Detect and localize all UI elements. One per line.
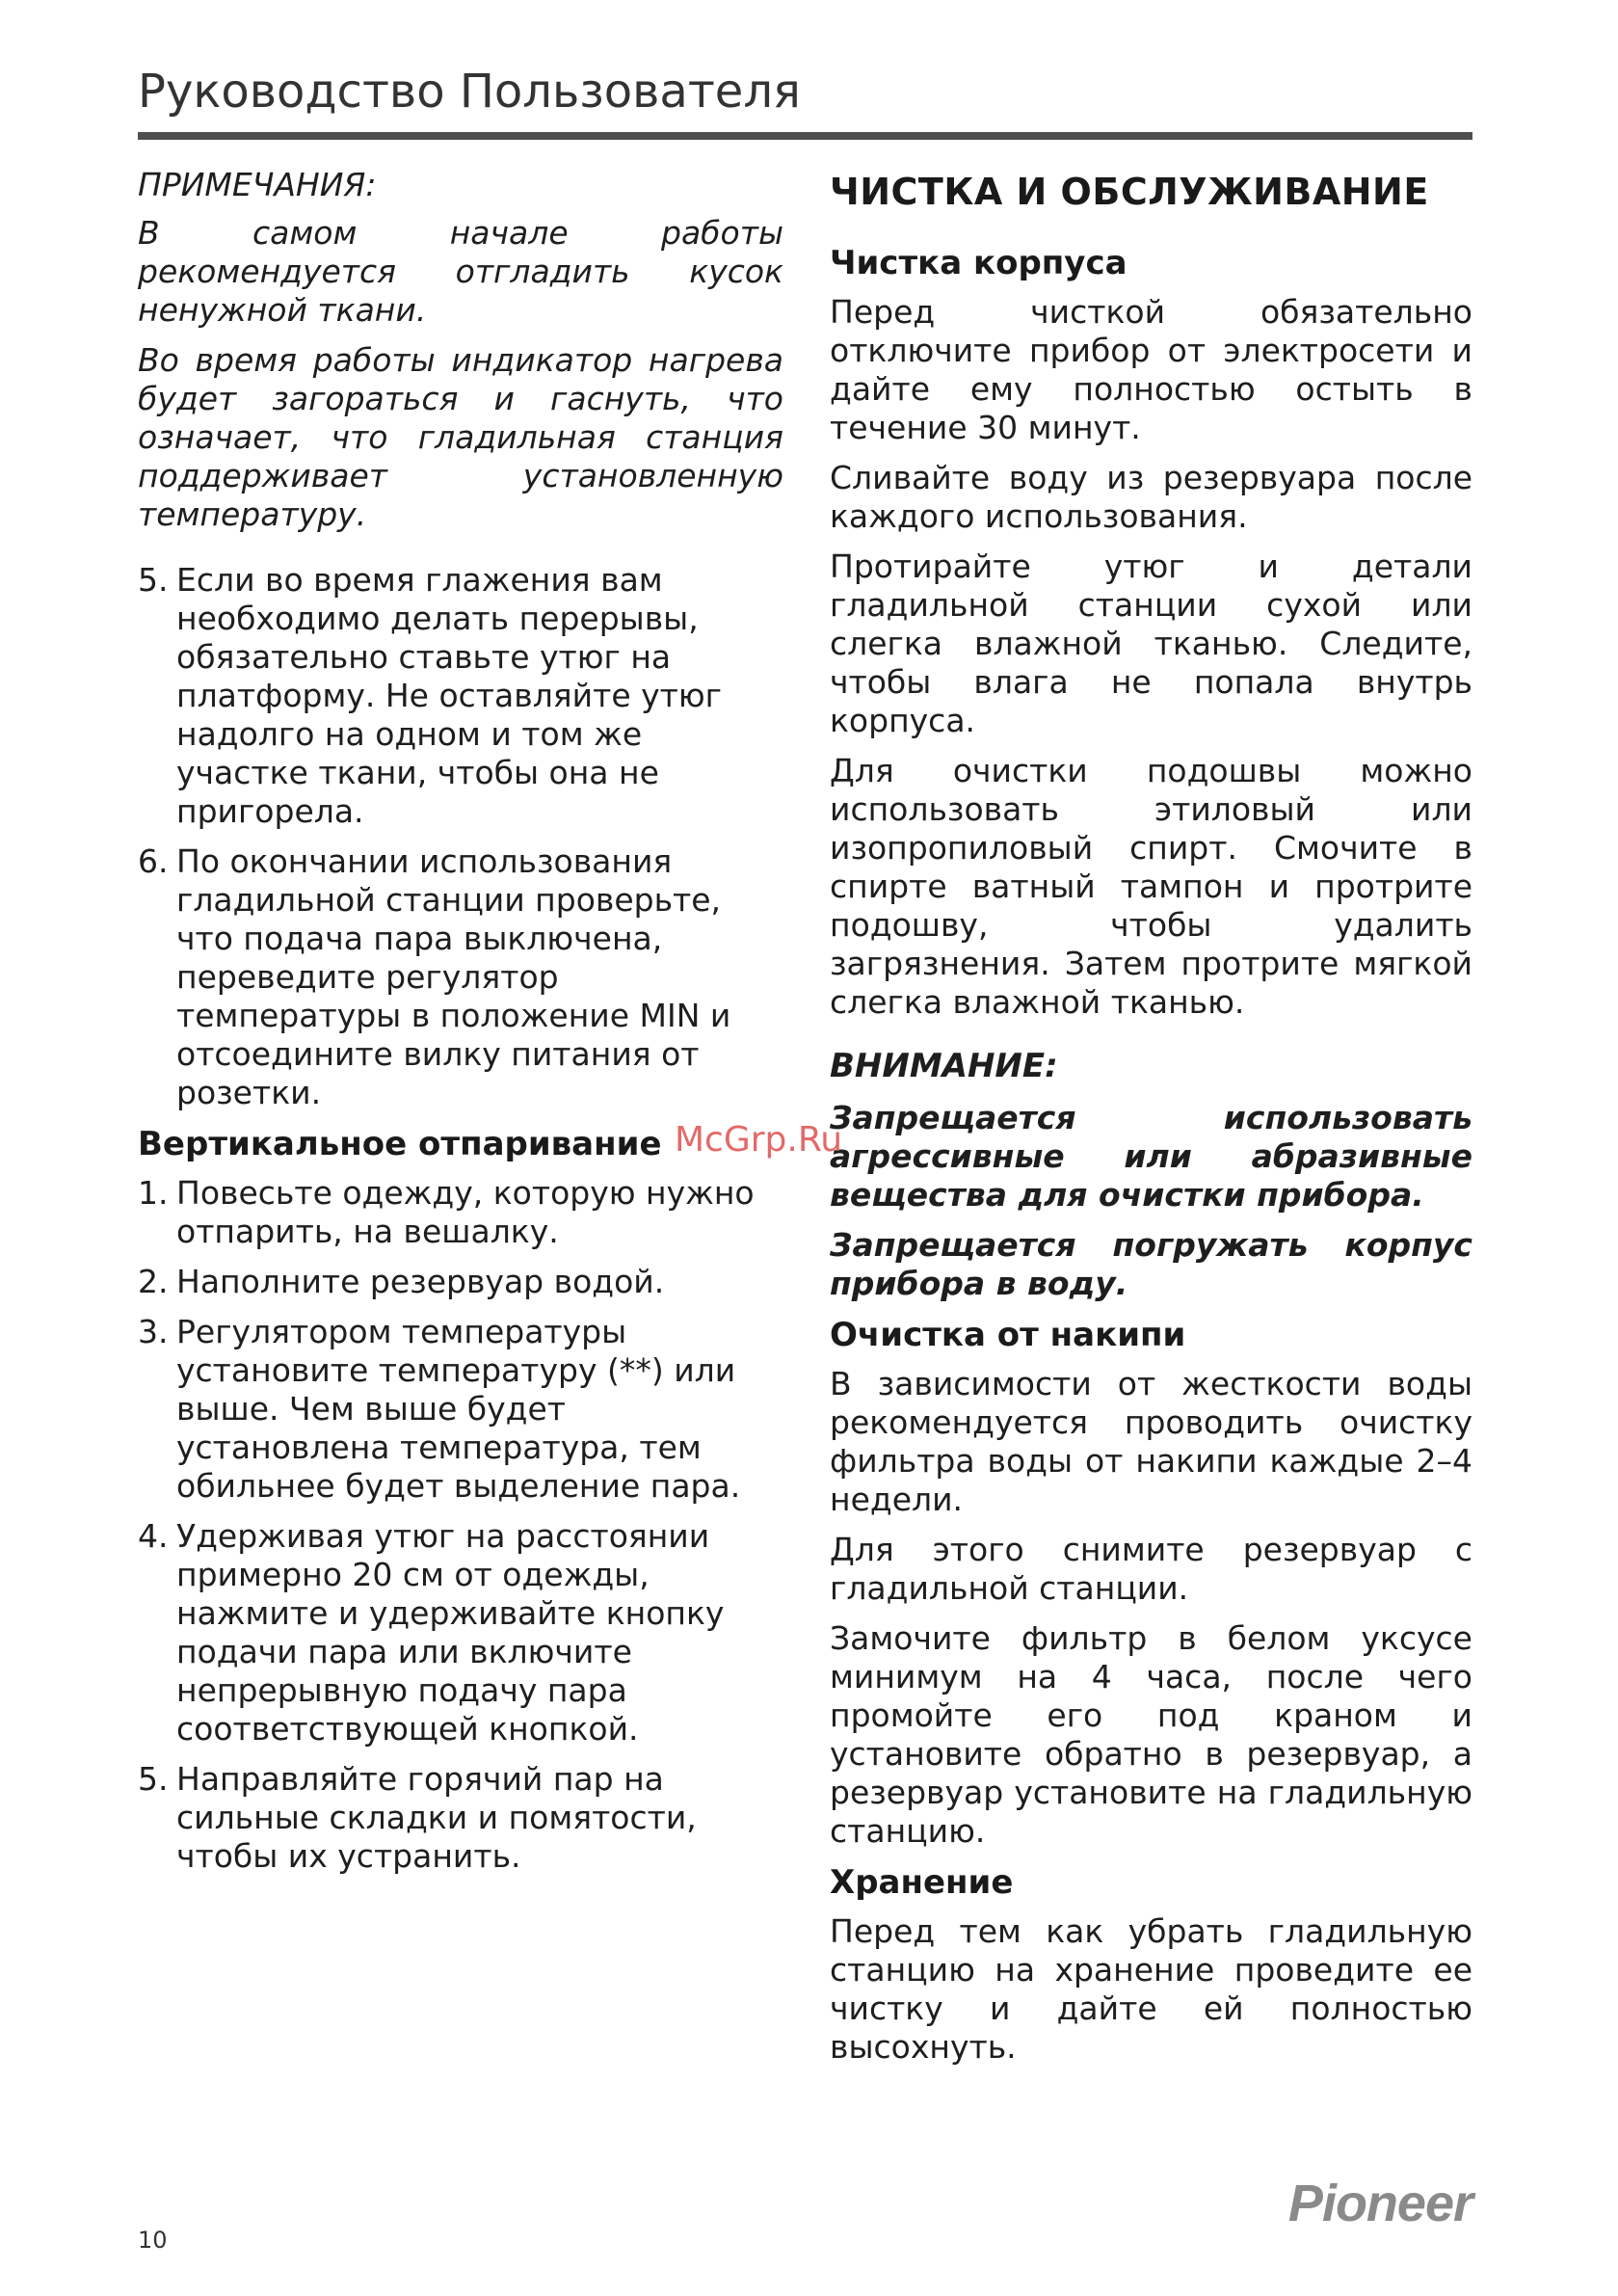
list-item-text: Направляйте горячий пар на сильные складки и помятости, чтобы их устранить. <box>176 1760 697 1875</box>
list-item-text: Повесьте одежду, которую нужно отпарить, на вешалку. <box>176 1174 755 1250</box>
page-number: 10 <box>138 2227 168 2254</box>
list-item-text: Удерживая утюг на расстоянии примерно 20 см от одежды, нажмите и удерживайте кнопку подачи пара или включите непрерывную подачу пара соответствующей кнопкой. <box>176 1517 725 1748</box>
note-paragraph: В самом начале работы рекомендуется отгладить кусок ненужной ткани. <box>138 214 783 329</box>
body-cleaning-heading: Чистка корпуса <box>830 244 1127 282</box>
list-item <box>138 842 783 1112</box>
list-item-number: 3. <box>138 1313 169 1350</box>
list-item-number: 6. <box>138 842 169 880</box>
list-item <box>138 1263 783 1301</box>
storage-paragraph: Перед тем как убрать гладильную станцию на хранение проведите ее чистку и дайте ей полностью высохнуть. <box>830 1912 1472 2066</box>
descaling-paragraph: Для этого снимите резервуар с гладильной станции. <box>830 1531 1472 1607</box>
right-column <box>830 166 1472 2078</box>
brand-logo: Pioneer <box>1287 2175 1472 2232</box>
page-title: Руководство Пользователя <box>138 65 801 119</box>
list-item-number: 5. <box>138 561 169 599</box>
ironing-steps-list <box>138 561 783 1112</box>
body-cleaning-paragraph: Перед чисткой обязательно отключите прибор от электросети и дайте ему полностью остыть в течение 30 минут. <box>830 293 1472 446</box>
list-item <box>138 1174 783 1251</box>
list-item <box>138 1313 783 1506</box>
list-item <box>138 1760 783 1876</box>
descaling-paragraph: В зависимости от жесткости воды рекомендуется проводить очистку фильтра воды от накипи каждые 2–4 недели. <box>830 1365 1472 1518</box>
vertical-steaming-heading: Вертикальное отпаривание <box>138 1125 662 1163</box>
list-item-text: Если во время глажения вам необходимо делать перерывы, обязательно ставьте утюг на платформу. Не оставляйте утюг надолго на одном и том же участке ткани, чтобы она не пригорела. <box>176 561 722 830</box>
list-item-number: 2. <box>138 1263 169 1300</box>
list-item-number: 4. <box>138 1517 169 1555</box>
list-item-text: Регулятором температуры установите температуру (**) или выше. Чем выше будет установлена температура, тем обильнее будет выделение пара. <box>176 1313 741 1505</box>
notes-title: ПРИМЕЧАНИЯ: <box>138 166 377 203</box>
warning-text: Запрещается использовать агрессивные или абразивные вещества для очистки прибора. <box>830 1099 1472 1214</box>
descaling-heading: Очистка от накипи <box>830 1316 1186 1354</box>
storage-heading: Хранение <box>830 1863 1014 1902</box>
list-item-text: Наполните резервуар водой. <box>176 1263 665 1300</box>
warning-title: ВНИМАНИЕ: <box>830 1047 1058 1085</box>
descaling-paragraph: Замочите фильтр в белом уксусе минимум на 4 часа, после чего промойте его под краном и установите обратно в резервуар, а резервуар установите на гладильную станцию. <box>830 1619 1472 1850</box>
list-item <box>138 1517 783 1749</box>
vertical-steaming-list <box>138 1174 783 1876</box>
list-item-number: 1. <box>138 1174 169 1212</box>
warning-text: Запрещается погружать корпус прибора в воду. <box>830 1226 1472 1302</box>
body-cleaning-paragraph: Протирайте утюг и детали гладильной станции сухой или слегка влажной тканью. Следите, чтобы влага не попала внутрь корпуса. <box>830 547 1472 739</box>
body-cleaning-paragraph: Сливайте воду из резервуара после каждого использования. <box>830 459 1472 535</box>
list-item-number: 5. <box>138 1760 169 1798</box>
header-rule <box>138 132 1472 140</box>
left-column <box>138 166 783 1887</box>
list-item <box>138 561 783 831</box>
list-item-text: По окончании использования гладильной станции проверьте, что подача пара выключена, переведите регулятор температуры в положение MIN и отсоедините вилку питания от розетки. <box>176 842 731 1111</box>
body-cleaning-paragraph: Для очистки подошвы можно использовать этиловый или изопропиловый спирт. Смочите в спирте ватный тампон и протрите подошву, чтобы удалить загрязнения. Затем протрите мягкой слегка влажной тканью. <box>830 752 1472 1021</box>
section-heading: ЧИСТКА И ОБСЛУЖИВАНИЕ <box>830 171 1429 213</box>
note-paragraph: Во время работы индикатор нагрева будет загораться и гаснуть, что означает, что гладильная станция поддерживает установленную температуру. <box>138 341 783 533</box>
watermark: McGrp.Ru <box>675 1120 843 1160</box>
